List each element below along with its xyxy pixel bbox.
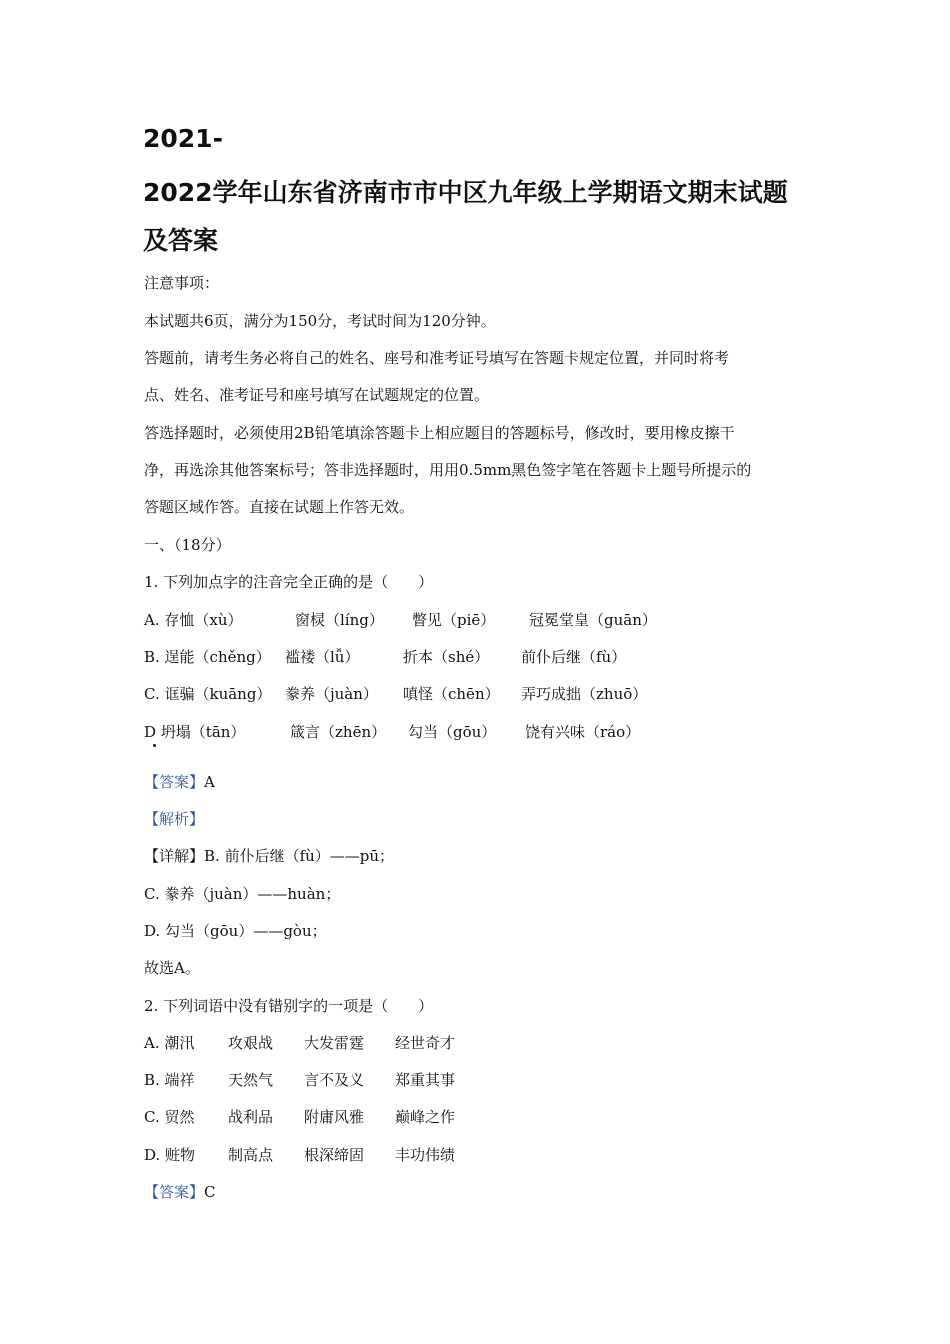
analysis-tag: 【解析】 bbox=[144, 810, 205, 828]
question-2-answer bbox=[144, 1181, 824, 1203]
option-c-item-1: C. 诓骗（kuāng） bbox=[144, 685, 272, 703]
option-c-item-4: 弄巧成拙（zhuō） bbox=[521, 685, 648, 703]
q2-option-a-item-2: 攻艰战 bbox=[228, 1034, 274, 1052]
q2-option-b-item-1: B. 端祥 bbox=[144, 1071, 195, 1089]
emphasis-dot bbox=[153, 744, 156, 747]
option-d-item-2: 箴言（zhēn） bbox=[290, 723, 387, 741]
option-a-item-2: 窗棂（líng） bbox=[295, 611, 384, 629]
question-1-analysis-heading bbox=[144, 808, 824, 830]
q2-option-b-item-4: 郑重其事 bbox=[395, 1071, 456, 1089]
notice-paragraph-3b: 净，再选涂其他答案标号；答非选择题时，用用0.5mm黑色签字笔在答题卡上题号所提示的 bbox=[144, 461, 752, 479]
question-1-answer bbox=[144, 771, 824, 793]
q2-option-c-item-3: 附庸风雅 bbox=[304, 1108, 365, 1126]
q2-option-d-item-1: D. 赃物 bbox=[144, 1146, 196, 1164]
question-1-detail-2: C. 豢养（juàn）——huàn； bbox=[144, 885, 341, 903]
notice-paragraph-2b: 点、姓名、准考证号和座号填写在试题规定的位置。 bbox=[144, 386, 490, 404]
notice-heading: 注意事项： bbox=[144, 274, 220, 292]
notice-paragraph-3c: 答题区域作答。直接在试题上作答无效。 bbox=[144, 498, 415, 516]
q2-option-a-item-4: 经世奇才 bbox=[395, 1034, 456, 1052]
question-1-detail-3: D. 勾当（gōu）——gòu； bbox=[144, 922, 327, 940]
q2-option-a-item-1: A. 潮汛 bbox=[144, 1034, 195, 1052]
q2-option-d-item-2: 制高点 bbox=[228, 1146, 274, 1164]
q2-answer-tag: 【答案】 bbox=[144, 1183, 205, 1201]
q2-option-c-item-4: 巅峰之作 bbox=[395, 1108, 456, 1126]
option-a-item-1: A. 存恤（xù） bbox=[144, 611, 243, 629]
answer-value: A bbox=[204, 773, 215, 791]
title-line-3: 及答案 bbox=[143, 226, 219, 255]
q2-option-c-item-2: 战利品 bbox=[228, 1108, 274, 1126]
q2-option-d-item-4: 丰功伟绩 bbox=[395, 1146, 456, 1164]
title-line-2: 2022学年山东省济南市市中区九年级上学期语文期末试题 bbox=[143, 178, 788, 207]
option-d-item-1: D 坍塌（tān） bbox=[144, 723, 246, 741]
option-d-item-3: 勾当（gōu） bbox=[408, 723, 497, 741]
section-1-heading: 一、（18分） bbox=[144, 536, 231, 554]
title-line-1: 2021- bbox=[143, 124, 223, 153]
option-a-item-3: 瞥见（piē） bbox=[412, 611, 496, 629]
question-1-stem: 1. 下列加点字的注音完全正确的是（ ） bbox=[144, 573, 434, 591]
notice-paragraph-3a: 答选择题时，必须使用2B铅笔填涂答题卡上相应题目的答题标号，修改时，要用橡皮擦干 bbox=[144, 424, 735, 442]
q2-option-b-item-2: 天然气 bbox=[228, 1071, 274, 1089]
notice-paragraph-2a: 答题前，请考生务必将自己的姓名、座号和准考证号填写在答题卡规定位置，并同时将考 bbox=[144, 349, 730, 367]
option-d-item-4: 饶有兴味（ráo） bbox=[525, 723, 641, 741]
q2-answer-value: C bbox=[204, 1183, 216, 1201]
option-b-item-2: 褴褛（lǚ） bbox=[285, 648, 360, 666]
option-a-item-4: 冠冕堂皇（guān） bbox=[529, 611, 657, 629]
q2-option-c-item-1: C. 贸然 bbox=[144, 1108, 195, 1126]
question-2-stem: 2. 下列词语中没有错别字的一项是（ ） bbox=[144, 997, 434, 1015]
option-c-item-3: 嗔怪（chēn） bbox=[403, 685, 500, 703]
question-1-detail-1 bbox=[144, 845, 824, 867]
detail-text-1: B. 前仆后继（fù）——pū； bbox=[204, 847, 395, 865]
q2-option-b-item-3: 言不及义 bbox=[304, 1071, 365, 1089]
notice-paragraph-1: 本试题共6页，满分为150分，考试时间为120分钟。 bbox=[144, 312, 496, 330]
option-b-item-1: B. 逞能（chěng） bbox=[144, 648, 271, 666]
detail-tag: 【详解】 bbox=[144, 847, 205, 865]
answer-tag: 【答案】 bbox=[144, 773, 205, 791]
q2-option-d-item-3: 根深缔固 bbox=[304, 1146, 365, 1164]
q2-option-a-item-3: 大发雷霆 bbox=[304, 1034, 365, 1052]
option-b-item-3: 折本（shé） bbox=[403, 648, 490, 666]
option-c-item-2: 豢养（juàn） bbox=[285, 685, 378, 703]
option-b-item-4: 前仆后继（fù） bbox=[521, 648, 627, 666]
question-1-conclusion: 故选A。 bbox=[144, 959, 200, 977]
